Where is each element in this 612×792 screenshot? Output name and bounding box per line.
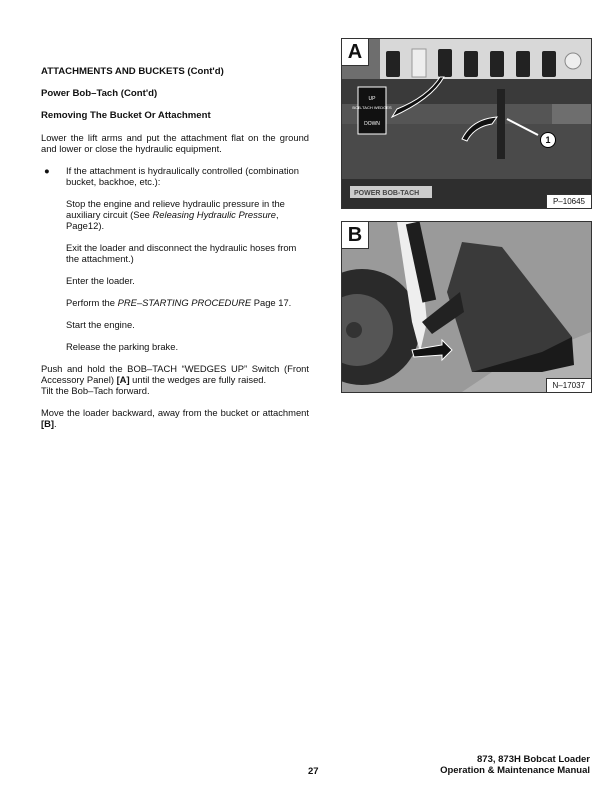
figure-a-photo: [342, 39, 591, 208]
step-start-engine: Start the engine.: [66, 319, 135, 330]
svg-text:BOB-TACH WEDGES: BOB-TACH WEDGES: [352, 105, 392, 110]
bullet-icon: ●: [44, 165, 50, 176]
page-number: 27: [308, 766, 319, 777]
figure-a-code: P–10645: [546, 194, 591, 208]
step-stop-engine: Stop the engine and relieve hydraulic pressure in the auxiliary circuit (See Releasing Hydraulic Pressure, Page12).: [66, 198, 285, 231]
procedure-title: Removing The Bucket Or Attachment: [41, 110, 211, 121]
paragraph-move-back: Move the loader backward, away from the bucket or attachment [B].: [41, 407, 309, 429]
subsection-title: Power Bob–Tach (Cont'd): [41, 88, 158, 99]
paragraph-tilt: Tilt the Bob–Tach forward.: [41, 385, 150, 396]
link-prestarting: PRE–STARTING PROCEDURE: [117, 297, 252, 308]
step-exit-loader: Exit the loader and disconnect the hydraulic hoses from the attachment.): [66, 242, 297, 264]
step-release-brake: Release the parking brake.: [66, 341, 179, 352]
manual-title-line2: Operation & Maintenance Manual: [440, 765, 590, 776]
step-prestarting: Perform the PRE–STARTING PROCEDURE Page 17.: [66, 297, 292, 308]
figure-b-label: B: [342, 222, 369, 249]
bullet-hydraulic: [41, 165, 309, 187]
manual-title-line1: 873, 873H Bobcat Loader: [477, 754, 590, 765]
figure-b: [341, 221, 592, 393]
figure-a-label: A: [342, 39, 369, 66]
figure-a: [341, 38, 592, 209]
manual-title: [440, 754, 590, 776]
figure-b-code: N–17037: [546, 378, 591, 392]
svg-text:POWER BOB-TACH: POWER BOB-TACH: [354, 190, 420, 197]
paragraph-wedges-up: Push and hold the BOB–TACH “WEDGES UP” Switch (Front Accessory Panel) [A] until the wedges are fully raised.: [41, 363, 309, 385]
link-releasing-pressure: Releasing Hydraulic Pressure: [152, 209, 276, 220]
text-column: [41, 66, 309, 440]
svg-text:UP: UP: [368, 96, 376, 102]
step-enter-loader: Enter the loader.: [66, 275, 135, 286]
bullet-text: If the attachment is hydraulically controlled (combination bucket, backhoe, etc.):: [66, 165, 299, 187]
section-title: ATTACHMENTS AND BUCKETS (Cont'd): [41, 66, 224, 77]
figure-b-photo: [342, 222, 591, 392]
callout-1: 1: [540, 132, 556, 148]
paragraph-lower-arms: Lower the lift arms and put the attachment flat on the ground and lower or close the hydraulic equipment.: [41, 132, 309, 154]
svg-text:DOWN: DOWN: [364, 121, 380, 127]
